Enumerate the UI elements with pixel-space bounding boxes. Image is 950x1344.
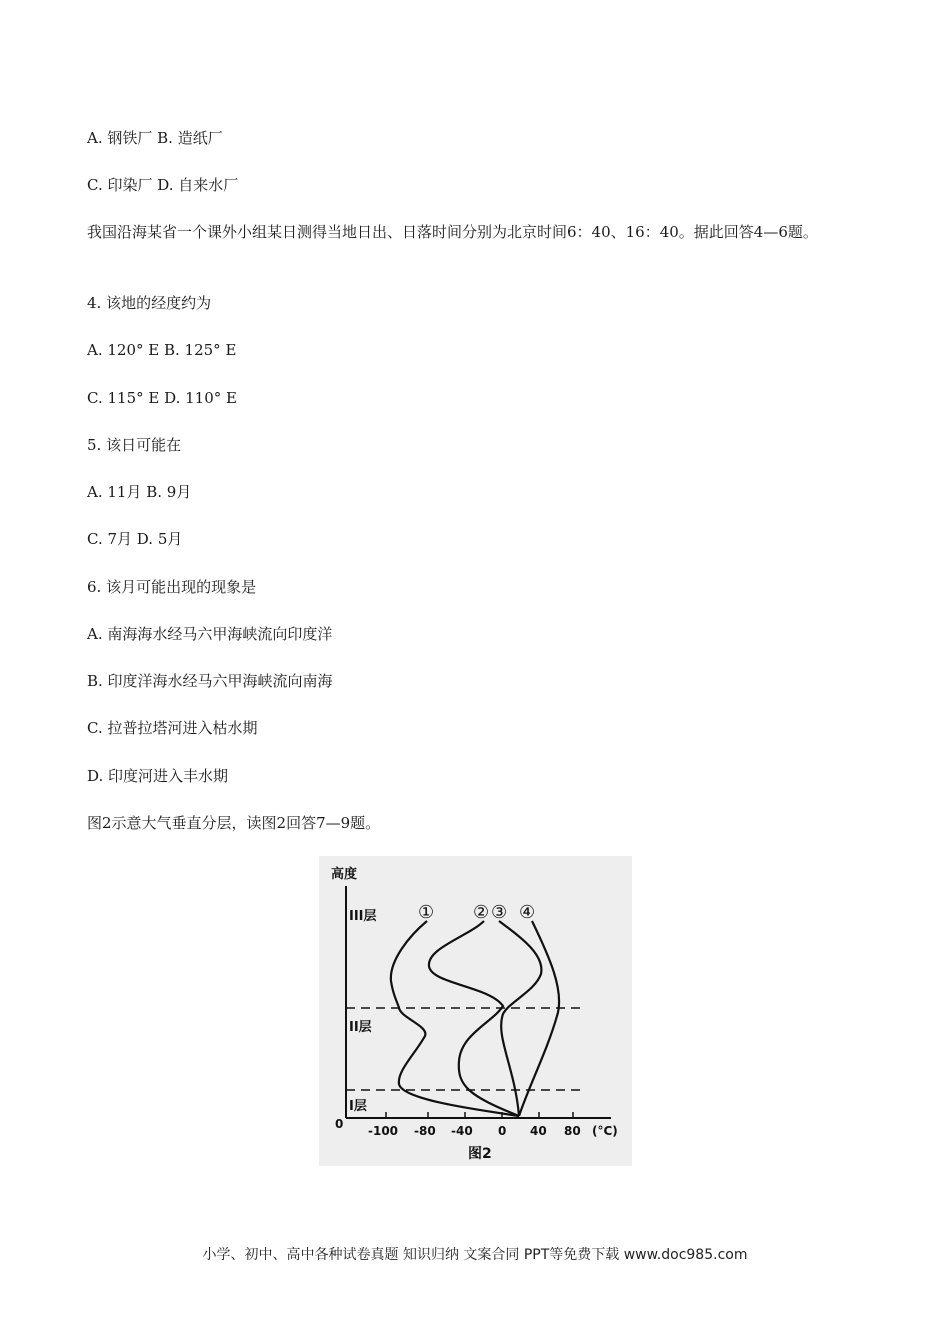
text-line: 4. 该地的经度约为: [87, 294, 212, 312]
text-line: A. 120° E B. 125° E: [87, 341, 237, 359]
text-line: B. 印度洋海水经马六甲海峡流向南海: [87, 672, 333, 690]
text-line: C. 115° E D. 110° E: [87, 389, 237, 407]
origin-label: 0: [335, 1117, 344, 1131]
text-line: 5. 该日可能在: [87, 436, 182, 454]
x-tick-label: 80: [564, 1124, 581, 1138]
page-footer: 小学、初中、高中各种试卷真题 知识归纳 文案合同 PPT等免费下载 www.doc985.com: [202, 1247, 748, 1263]
x-tick-label: 0: [498, 1124, 507, 1138]
atmosphere-layer-figure: [319, 856, 632, 1166]
text-line: C. 印染厂 D. 自来水厂: [87, 176, 239, 194]
curve-3: [499, 921, 541, 1116]
text-line: A. 钢铁厂 B. 造纸厂: [87, 129, 223, 147]
text-line: D. 印度河进入丰水期: [87, 767, 229, 785]
x-tick-label: -100: [368, 1124, 399, 1138]
layer-label-3: III层: [349, 909, 377, 924]
curve-4: [519, 921, 559, 1116]
text-line: A. 南海海水经马六甲海峡流向印度洋: [87, 625, 333, 643]
x-tick-label: 40: [530, 1124, 547, 1138]
text-line: C. 7月 D. 5月: [87, 530, 183, 548]
text-line: 6. 该月可能出现的现象是: [87, 578, 257, 596]
layer-label-1: I层: [349, 1099, 367, 1114]
curve-label-1: ①: [418, 902, 435, 923]
text-line: 图2示意大气垂直分层，读图2回答7—9题。: [87, 814, 381, 832]
x-axis-unit: (°C): [592, 1124, 618, 1138]
curve-label-3: ③: [491, 902, 508, 923]
figure-drawing: [319, 856, 632, 1166]
x-tick-label: -40: [451, 1124, 473, 1138]
text-line: 我国沿海某省一个课外小组某日测得当地日出、日落时间分别为北京时间6：40、16：40。据此回答4—6题。: [87, 223, 818, 241]
text-line: C. 拉普拉塔河进入枯水期: [87, 719, 258, 737]
curve-2: [429, 921, 519, 1116]
curve-1: [391, 921, 519, 1116]
curve-label-4: ④: [519, 902, 536, 923]
x-tick-label: -80: [414, 1124, 436, 1138]
layer-label-2: II层: [349, 1020, 372, 1035]
text-line: A. 11月 B. 9月: [87, 483, 192, 501]
y-axis-label: 高度: [331, 867, 358, 882]
curve-label-2: ②: [473, 902, 490, 923]
figure-caption: 图2: [468, 1146, 492, 1162]
